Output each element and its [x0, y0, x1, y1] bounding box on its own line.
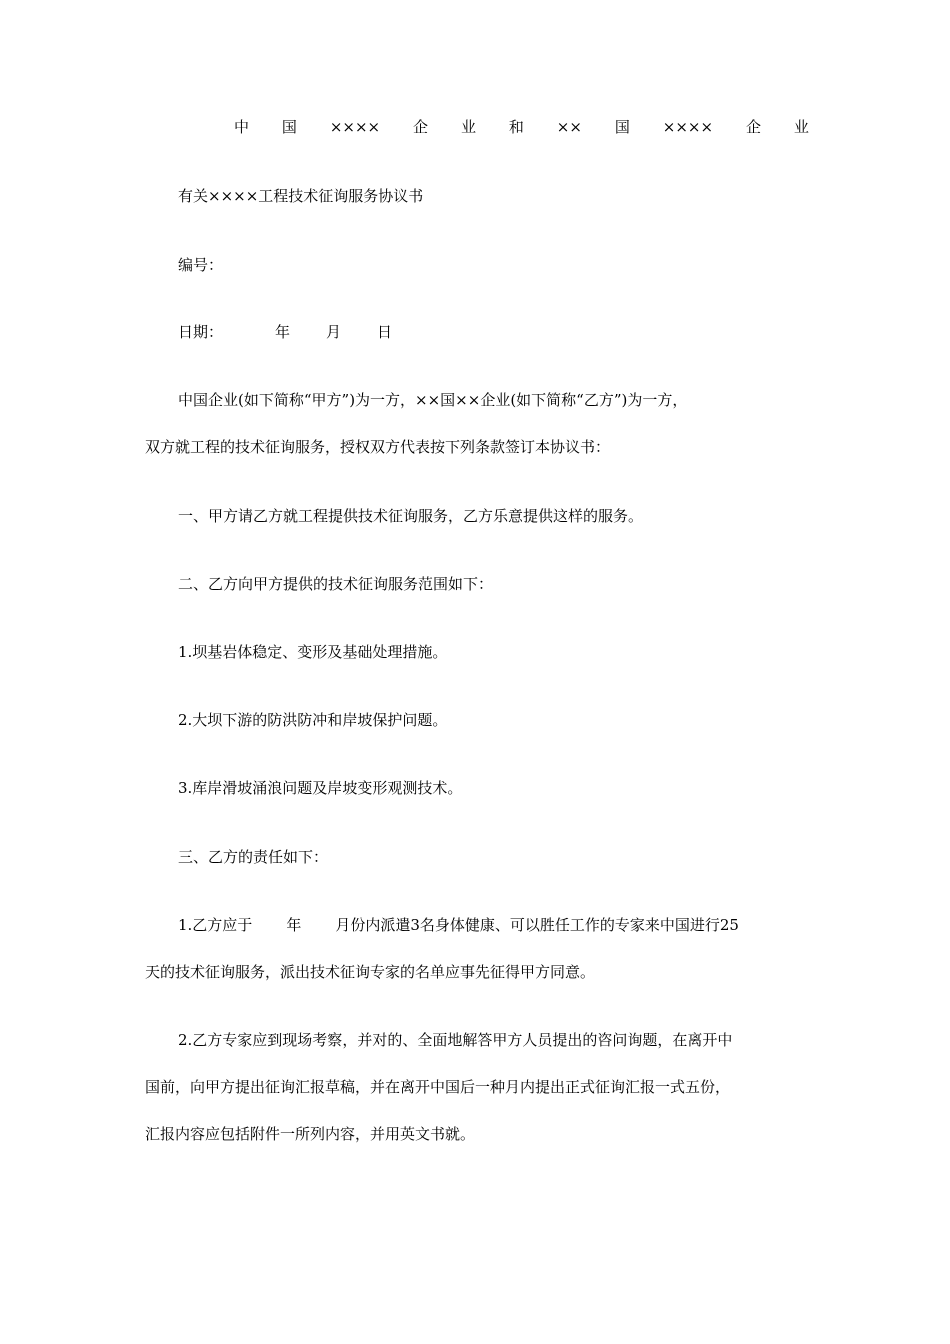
title-token: 业 [793, 118, 809, 136]
responsibility-1-line-1 [178, 914, 805, 936]
title-token: ×××× [329, 118, 381, 136]
responsibility-2-line-1: 2.乙方专家应到现场考察，并对的、全面地解答甲方人员提出的咨问询题，在离开中 [178, 1031, 733, 1049]
responsibility-1-line-2: 天的技术征询服务，派出技术征询专家的名单应事先征得甲方同意。 [145, 963, 596, 981]
date-day: 日 [377, 323, 393, 341]
title-token: 和 [508, 118, 524, 136]
title-token: 国 [614, 118, 630, 136]
clause-3: 三、乙方的责任如下： [178, 848, 329, 866]
scope-item-2: 2.大坝下游的防洪防冲和岸坡保护问题。 [178, 711, 448, 729]
title-token: 企 [745, 118, 761, 136]
date-label: 日期： [178, 323, 224, 341]
number-label: 编号： [178, 256, 224, 274]
title-token: 国 [281, 118, 297, 136]
clause-1: 一、甲方请乙方就工程提供技术征询服务，乙方乐意提供这样的服务。 [178, 507, 644, 525]
title-token: 业 [460, 118, 476, 136]
title-token: ×××× [662, 118, 714, 136]
title-token: 企 [413, 118, 429, 136]
scope-item-3: 3.库岸滑坡涌浪问题及岸坡变形观测技术。 [178, 779, 463, 797]
responsibility-2-line-2: 国前，向甲方提出征询汇报草稿，并在离开中国后一种月内提出正式征询汇报一式五份， [145, 1078, 731, 1096]
document-subtitle: 有关××××工程技术征询服务协议书 [178, 187, 424, 205]
date-year: 年 [275, 323, 291, 341]
responsibility-1-text-a: 1.乙方应于 [178, 916, 253, 934]
intro-paragraph-line-2: 双方就工程的技术征询服务，授权双方代表按下列条款签订本协议书： [145, 438, 611, 456]
responsibility-2-line-3: 汇报内容应包括附件一所列内容，并用英文书就。 [145, 1125, 476, 1143]
intro-paragraph-line-1: 中国企业(如下简称“甲方”)为一方，××国××企业(如下简称“乙方”)为一方， [178, 391, 688, 409]
responsibility-1-year: 年 [286, 916, 302, 934]
responsibility-1-text-b: 月份内派遣3名身体健康、可以胜任工作的专家来中国进行25 [335, 916, 739, 934]
scope-item-1: 1.坝基岩体稳定、变形及基础处理措施。 [178, 643, 448, 661]
date-line [178, 321, 805, 343]
clause-2: 二、乙方向甲方提供的技术征询服务范围如下： [178, 575, 494, 593]
title-token: 中 [234, 118, 250, 136]
document-title [234, 115, 809, 139]
date-month: 月 [326, 323, 342, 341]
title-token: ×× [556, 118, 582, 136]
